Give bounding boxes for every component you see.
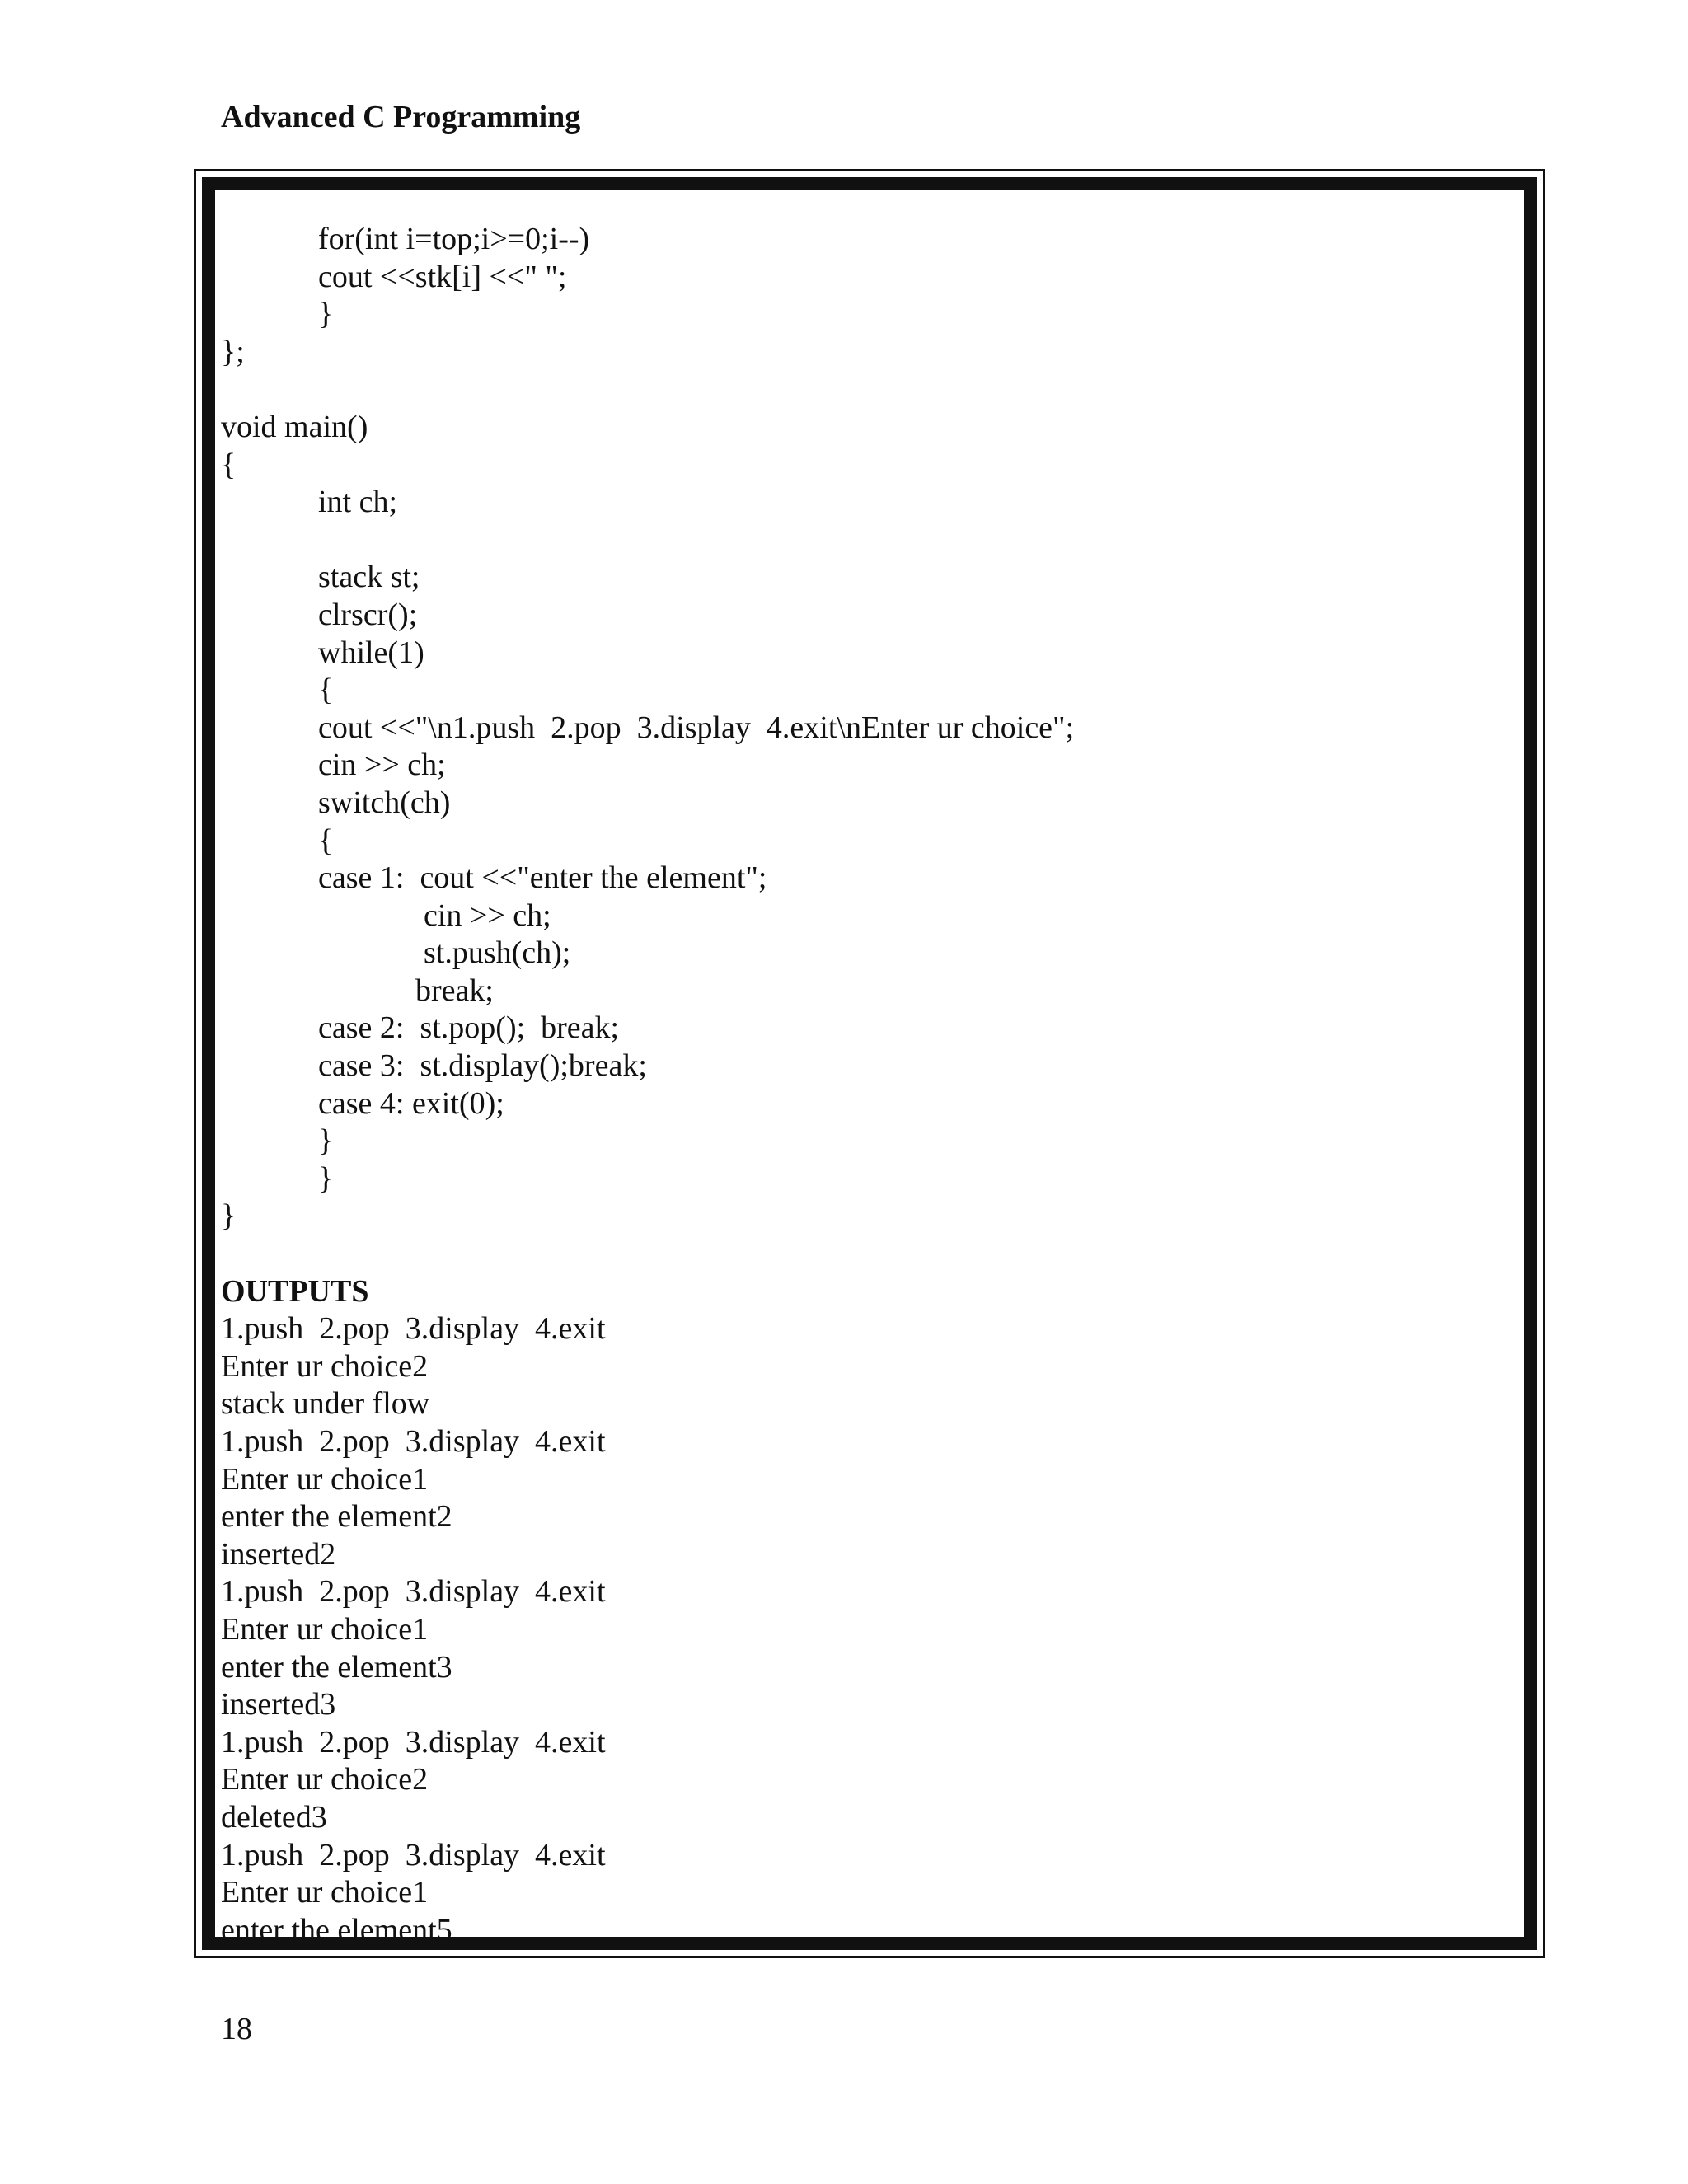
code-listing-box bbox=[221, 221, 1074, 1949]
output-line: Enter ur choice2 bbox=[221, 1348, 429, 1384]
code-line: clrscr(); bbox=[318, 597, 418, 632]
output-line: Enter ur choice1 bbox=[221, 1875, 429, 1910]
output-line: Enter ur choice1 bbox=[221, 1611, 429, 1647]
code-line: void main() bbox=[221, 409, 368, 444]
output-line: 1.push 2.pop 3.display 4.exit bbox=[221, 1311, 606, 1347]
code-line: } bbox=[221, 1198, 237, 1234]
code-line: case 2: st.pop(); break; bbox=[318, 1010, 620, 1046]
code-line: st.push(ch); bbox=[424, 935, 571, 971]
code-line: cin >> ch; bbox=[424, 898, 551, 933]
output-line: inserted3 bbox=[221, 1687, 336, 1722]
code-line: cout <<"\n1.push 2.pop 3.display 4.exit\nEnter ur choice"; bbox=[318, 710, 1075, 745]
code-line: int ch; bbox=[318, 485, 398, 520]
code-line: for(int i=top;i>=0;i--) bbox=[318, 222, 590, 256]
code-line: { bbox=[318, 673, 334, 708]
code-line-blank bbox=[221, 371, 1074, 409]
code-line: } bbox=[318, 297, 334, 332]
output-line: stack under flow bbox=[221, 1386, 430, 1422]
code-line: } bbox=[318, 1160, 334, 1196]
output-line: Enter ur choice1 bbox=[221, 1461, 429, 1497]
code-line: }; bbox=[221, 334, 245, 369]
code-line: case 3: st.display();break; bbox=[318, 1048, 647, 1084]
code-line: stack st; bbox=[318, 560, 420, 595]
running-header: Advanced C Programming bbox=[221, 100, 581, 134]
output-line: 1.push 2.pop 3.display 4.exit bbox=[221, 1724, 606, 1760]
output-line: 1.push 2.pop 3.display 4.exit bbox=[221, 1574, 606, 1610]
output-line: enter the element2 bbox=[221, 1499, 452, 1535]
page-number: 18 bbox=[221, 2012, 252, 2046]
code-line: break; bbox=[415, 972, 494, 1008]
code-line: { bbox=[318, 823, 334, 858]
output-line: enter the element3 bbox=[221, 1649, 452, 1685]
output-line: deleted3 bbox=[221, 1799, 327, 1835]
output-line: enter the element5 bbox=[221, 1912, 452, 1947]
code-line: while(1) bbox=[318, 635, 424, 670]
output-line: inserted2 bbox=[221, 1536, 336, 1572]
code-line: cout <<stk[i] <<" "; bbox=[318, 259, 567, 294]
code-line-blank bbox=[221, 522, 1074, 560]
code-line: case 4: exit(0); bbox=[318, 1085, 504, 1121]
outputs-heading: OUTPUTS bbox=[221, 1273, 369, 1309]
section-spacer bbox=[221, 1235, 1074, 1273]
code-line: } bbox=[318, 1123, 334, 1159]
code-line: cin >> ch; bbox=[318, 748, 446, 783]
output-line: 1.push 2.pop 3.display 4.exit bbox=[221, 1424, 606, 1459]
code-line: { bbox=[221, 447, 237, 482]
code-line: case 1: cout <<"enter the element"; bbox=[318, 860, 767, 896]
output-line: Enter ur choice2 bbox=[221, 1762, 429, 1797]
code-line: switch(ch) bbox=[318, 785, 451, 820]
output-line: 1.push 2.pop 3.display 4.exit bbox=[221, 1837, 606, 1872]
